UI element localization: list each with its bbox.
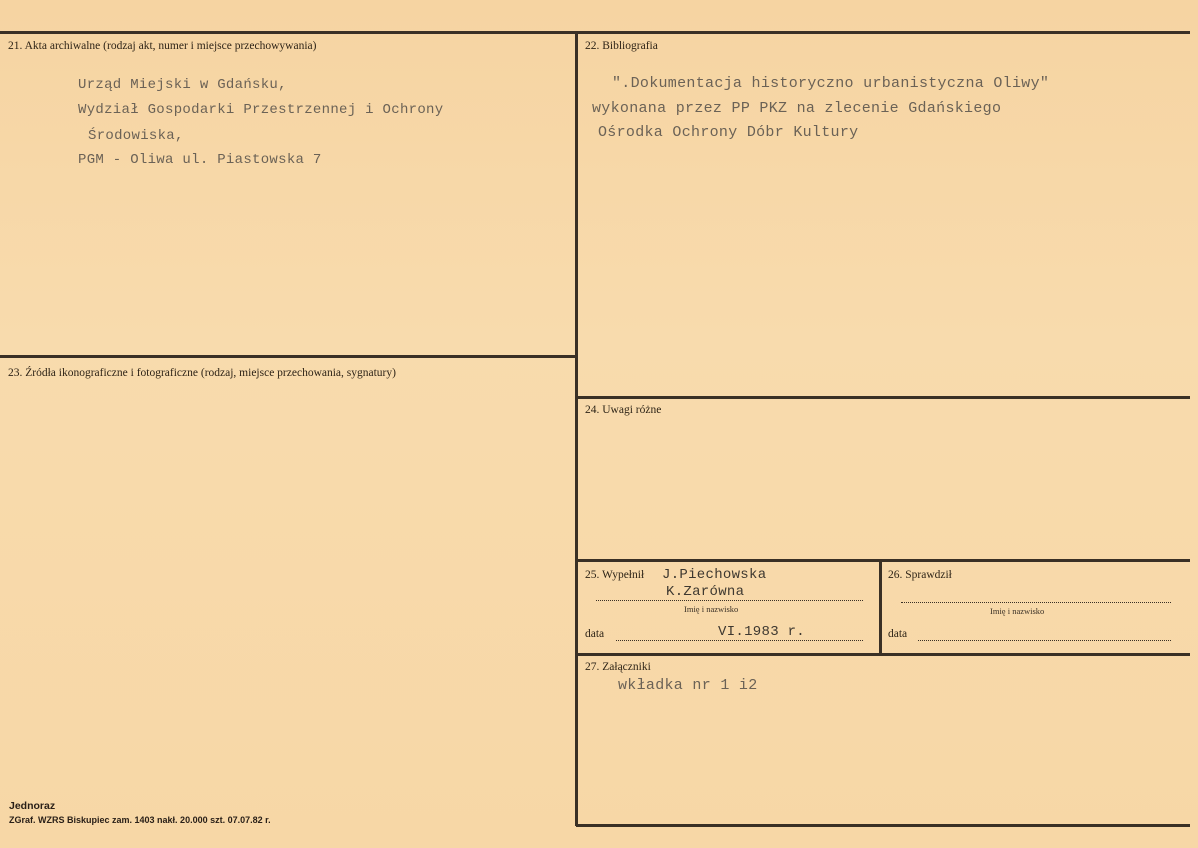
rule-24-25 <box>576 559 1190 562</box>
section-23-label: 23. Źródła ikonograficzne i fotograficzne (rodzaj, miejsce przechowania, sygnatury) <box>8 367 396 379</box>
filled-by-name-2: K.Zarówna <box>666 584 745 600</box>
print-info: ZGraf. WZRS Biskupiec zam. 1403 nakł. 20.000 szt. 07.07.82 r. <box>9 815 271 825</box>
filled-by-date-label: data <box>585 628 605 640</box>
section-25-label: 25. Wypełnił <box>585 569 645 581</box>
bottom-rule <box>576 824 1190 827</box>
checked-by-date-label: data <box>888 628 908 640</box>
section-26-label: 26. Sprawdził <box>888 569 952 581</box>
filled-by-name-1: J.Piechowska <box>662 567 767 583</box>
divider-25-26 <box>879 561 882 654</box>
top-rule <box>0 31 1190 34</box>
bibliography-line-2: wykonana przez PP PKZ na zlecenie Gdańskiego <box>592 100 1002 117</box>
checked-by-name-line <box>901 602 1171 603</box>
checked-by-date-line <box>918 640 1171 641</box>
archive-line-2: Wydział Gospodarki Przestrzennej i Ochrony <box>78 102 444 118</box>
section-24-label: 24. Uwagi różne <box>585 404 662 416</box>
rule-22-24 <box>576 396 1190 399</box>
center-divider <box>575 31 578 826</box>
filled-by-name-line <box>596 600 863 601</box>
bibliography-line-1: ".Dokumentacja historyczno urbanistyczna Oliwy" <box>612 75 1050 92</box>
form-series-title: Jednoraz <box>9 800 56 812</box>
filled-by-date-value: VI.1983 r. <box>718 624 806 640</box>
attachments-value: wkładka nr 1 i2 <box>618 677 758 694</box>
archive-line-3: Środowiska, <box>88 128 184 144</box>
rule-25-27 <box>576 653 1190 656</box>
filled-by-date-line <box>616 640 863 641</box>
archive-line-1: Urząd Miejski w Gdańsku, <box>78 77 287 93</box>
rule-21-23 <box>0 355 576 358</box>
section-21-label: 21. Akta archiwalne (rodzaj akt, numer i miejsce przechowywania) <box>8 40 317 52</box>
archive-line-4: PGM - Oliwa ul. Piastowska 7 <box>78 152 322 168</box>
section-27-label: 27. Załączniki <box>585 661 651 673</box>
bibliography-line-3: Ośrodka Ochrony Dóbr Kultury <box>598 124 859 141</box>
checked-by-caption: Imię i nazwisko <box>990 606 1045 616</box>
filled-by-caption: Imię i nazwisko <box>684 604 739 614</box>
section-22-label: 22. Bibliografia <box>585 40 658 52</box>
